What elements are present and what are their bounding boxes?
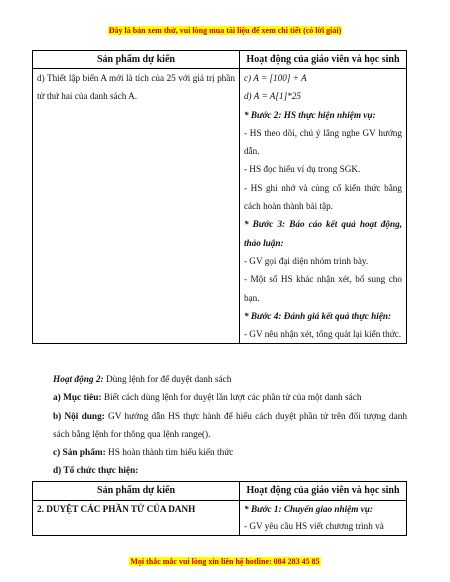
step4-heading: * Bước 4: Đánh giá kết quả thực hiện: <box>243 310 392 321</box>
product-text: HS hoàn thành tìm hiểu kiến thức <box>105 448 234 459</box>
table2-header-activity: Hoạt động của giáo viên và học sinh <box>240 482 407 501</box>
step2-item-2: - HS đọc hiểu ví dụ trong SGK. <box>243 164 361 175</box>
step3-item-2: - Một số HS khác nhận xét, bổ sung cho bạn. <box>243 274 402 303</box>
table2-activity-cell <box>240 501 407 536</box>
content-label: b) Nội dung: <box>53 411 105 422</box>
table1-header-product: Sản phẩm dự kiến <box>33 51 240 69</box>
goal-line <box>35 389 407 407</box>
preview-banner-text: Đây là bản xem thử, vui lòng mua tài liệu để xem chi tiết (có lời giải) <box>108 26 342 35</box>
step2-item-3: - HS ghi nhớ và củng cố kiến thức bằng cách hoàn thành bài tập. <box>243 182 402 212</box>
organization-label: d) Tổ chức thực hiện: <box>53 466 139 477</box>
table1-activity-cell <box>239 69 406 344</box>
step2-item-1: - HS theo dõi, chú ý lắng nghe GV hướng dẫn. <box>243 127 402 157</box>
hotline-banner <box>0 557 450 566</box>
activity-2-title <box>35 371 407 389</box>
step1-heading: * Bước 1: Chuyển giao nhiệm vụ: <box>244 504 373 514</box>
table1-header-activity: Hoạt động của giáo viên và học sinh <box>239 51 406 69</box>
activity-table-1 <box>32 50 407 344</box>
table1-left-text: d) Thiết lập biến A mới là tích của 25 với giá trị phần tử thứ hai của danh sách A. <box>37 73 235 102</box>
table1-product-cell <box>33 69 240 344</box>
product-label: c) Sản phẩm: <box>53 448 106 459</box>
goal-label: a) Mục tiêu: <box>53 393 102 404</box>
step3-item-1: - GV gọi đại diện nhóm trình bày. <box>243 255 369 266</box>
step2-heading: * Bước 2: HS thực hiện nhiệm vụ: <box>243 109 376 120</box>
organization-line <box>35 462 407 480</box>
activity-2-label: Hoạt động 2: <box>53 375 104 385</box>
content-text: GV hướng dẫn HS thực hành để hiểu cách duyệt phần tử trên đối tượng danh sách bằng lệnh for thông qua lệnh range(). <box>53 411 407 440</box>
goal-text: Biết cách dùng lệnh for duyệt lần lượt các phần tử của một danh sách <box>101 393 362 404</box>
activity-2-title-text: Dùng lệnh for để duyệt danh sách <box>103 375 232 385</box>
table2-header-product: Sản phẩm dự kiến <box>33 482 240 501</box>
product-line <box>35 444 407 462</box>
content-line <box>35 408 407 445</box>
activity-table-2 <box>32 481 407 536</box>
table2-product-cell <box>33 501 240 536</box>
code-line-c: c) A = [100] + A <box>243 73 307 83</box>
activity-2-section <box>35 371 407 481</box>
hotline-banner-text: Mọi thắc mắc vui lòng xin liên hệ hotline: 084 283 45 85 <box>130 557 320 566</box>
step3-heading: * Bước 3: Báo cáo kết quả hoạt động, thảo luận: <box>243 219 402 248</box>
step1-item-1: - GV yêu cầu HS viết chương trình và <box>244 521 384 531</box>
preview-banner <box>0 26 450 35</box>
code-line-d: d) A = A[1]*25 <box>243 91 301 102</box>
step4-item-1: - GV nêu nhận xét, tổng quát lại kiến thức. <box>243 329 402 340</box>
table2-left-text: 2. DUYỆT CÁC PHẦN TỬ CỦA DANH <box>37 504 196 514</box>
